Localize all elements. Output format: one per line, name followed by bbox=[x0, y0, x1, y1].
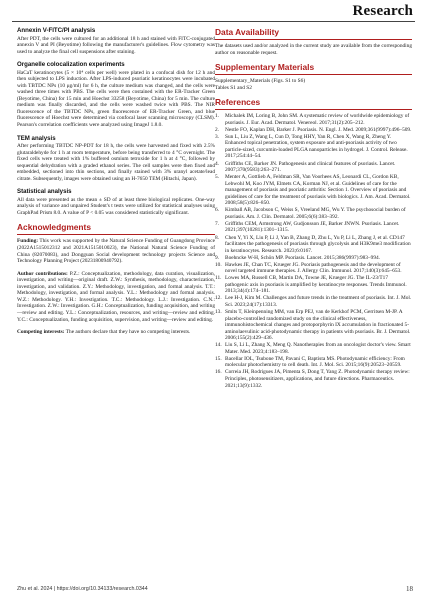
journal-section-label: Research bbox=[352, 3, 413, 19]
header-rule bbox=[12, 21, 415, 22]
reference-number: 1. bbox=[215, 113, 220, 120]
data-availability-section bbox=[215, 27, 412, 56]
reference-item bbox=[215, 127, 412, 134]
funding-paragraph bbox=[17, 238, 215, 264]
reference-item bbox=[215, 161, 412, 174]
annexin-heading: Annexin V-FITC/PI analysis bbox=[17, 27, 96, 34]
reference-item bbox=[215, 369, 412, 389]
reference-item bbox=[215, 235, 412, 255]
acknowledgments-section bbox=[17, 222, 215, 335]
organelle-body: HaCaT keratinocytes (5 × 10⁴ cells per well) were plated in a confocal dish for 12 h and then subjected to LPS induction. After LPS-induced psoriatic keratinocytes were incubated with TBTDC NPs (10 μg/ml) for 6 h, the culture medium was changed, and the cells were washed three times with PBS. The cells were then costained with the ER-Tracker Green (Beyotime, China) for 15 min and Hoechst 33258 (Beyotime, China) for 5 min. The culture medium was finally discarded, and the cells were washed twice with PBS. The NIR fluorescence of the TBTDC NPs, green fluorescence of ER-Tracker Green, and blue fluorescence of Hoechst were determined via confocal laser scanning microscopy (CLSM). Pearson's correlation coefficients were analyzed using ImageJ 1.8.0. bbox=[17, 69, 215, 129]
reference-number: 9. bbox=[215, 254, 220, 261]
references-heading: References bbox=[215, 97, 261, 108]
reference-item bbox=[215, 295, 412, 308]
competing-interests-paragraph bbox=[17, 329, 215, 336]
reference-number: 8. bbox=[215, 234, 220, 241]
reference-text: Sun L, Liu Z, Wang L, Cun D, Tong HHY, Yan R, Chen X, Wang R, Zheng Y. Enhanced topical penetration, system exposure and anti-psoriasis activity of two particle-sized, curcumin-loaded PLGA nanoparticles in hydrogel. J. Control. Release. 2017;254:44–54. bbox=[225, 133, 408, 160]
stats-heading: Statistical analysis bbox=[17, 188, 72, 196]
contributions-text: P.Z.: Conceptualization, methodology, data curation, visualization, investigation, and writing—original draft. Z.W.: Synthesis, methodology, characterization, investigation, and validation. Z.Y.: Methodology, investigation, and formal analysis. T.T.: Methodology, investigation, and formal analysis. Y.L.: Methodology and formal analysis. W.Z.: Methodology. Y.H.: Investigation. T.C.: Methodology. L.J.: Investigation. C.N.: Investigation. Z.W.: Investigation. G.H.: Conceptualization, funding acquisition, and writing—review and editing. Y.L.: Conceptualization, resources, and writing—review and editing. Y.C.: Conceptualization, funding acquisition, supervision, and writing—review and editing. bbox=[17, 270, 215, 323]
references-rule bbox=[215, 109, 412, 110]
reference-item bbox=[215, 134, 412, 160]
reference-text: Michalek IM, Loring B, John SM. A systematic review of worldwide epidemiology of psoriasis. J. Eur. Acad. Dermatol. Venereol. 2017;31(2):205–212. bbox=[225, 113, 410, 126]
funding-text: This work was supported by the Natural Science Funding of Guangdong Province (2022A1515012312 and 2021A1515010023), the National Natural Science Funding of China (82070083), and Dongguan Social development technology projects Science and Technology Planning Project (20231800940792). bbox=[17, 238, 215, 265]
contributions-paragraph bbox=[17, 271, 215, 323]
annexin-section bbox=[17, 27, 215, 55]
annexin-body: After PDT, the cells were cultured for an additional 18 h and stained with FITC-conjugated annexin V and PI (Beyotime) following the manufacturer's guidelines. Flow cytometry was used to analyze the final cell suspensions after staining. bbox=[17, 35, 215, 55]
reference-number: 4. bbox=[215, 160, 220, 167]
reference-text: Chen Y, Yi X, Liu P, Li J, Yan B, Zhang D, Zhu L, Yu P, Li L, Zhang J, et al. CD147 facilitates the pathogenesis of psoriasis through glycolysis and H3K9me3 modification in keratinocytes. Research. 2023;6:0167. bbox=[225, 234, 411, 254]
supplementary-section bbox=[215, 62, 412, 91]
reference-text: Smits T, Kleinpenning MM, van Erp PEJ, van de Kerkhof PCM, Gerritsen M-JP. A placebo-controlled randomized study on the clinical effectiveness, immunohistochemical changes and protoporphyrin IX accumulation in fractionated 5-aminolaevulinic acid-photodynamic therapy in patients with psoriasis. Br. J. Dermatol. 2006;155(2):429–436. bbox=[225, 309, 411, 342]
reference-text: Kimball AB, Jacobson C, Weiss S, Vreeland MG, Wu Y. The psychosocial burden of psoriasis. Am. J. Clin. Dermatol. 2005;6(6):383–392. bbox=[225, 207, 406, 220]
reference-item bbox=[215, 275, 412, 295]
journal-header bbox=[12, 0, 415, 22]
reference-number: 15. bbox=[215, 355, 222, 362]
reference-item bbox=[215, 221, 412, 234]
reference-number: 14. bbox=[215, 342, 222, 349]
reference-item bbox=[215, 342, 412, 355]
reference-item bbox=[215, 207, 412, 220]
contributions-lead: Author contributions: bbox=[17, 270, 68, 277]
stats-section bbox=[17, 188, 215, 216]
supplementary-line-1: Supplementary_Materials (Figs. S1 to S6) bbox=[215, 78, 306, 85]
data-availability-rule bbox=[215, 39, 412, 40]
reference-text: Griffiths CEM, Armstrong AW, Gudjonsson JE, Barker JNWN. Psoriasis. Lancet. 2021;397(10281):1301–1315. bbox=[225, 220, 400, 234]
reference-text: Correia JH, Rodrigues JA, Pimenta S, Dong T, Yang Z. Photodynamic therapy review: Principles, photosensitizers, applications, and future directions. Pharmaceutics. 2021;13(9):1332. bbox=[225, 369, 410, 389]
reference-text: Hawkes JE, Chan TC, Krueger JG. Psoriasis pathogenesis and the development of novel targeted immune therapies. J. Allergy Clin. Immunol. 2017;140(3):645–653. bbox=[225, 261, 402, 275]
stats-body: All data were presented as the mean ± SD of at least three biological replicates. One-way analysis of variance and unpaired Student's t tests were utilized for statistical analyses using GraphPad Prism 8.0. A value of P < 0.05 was considered statistically significant. bbox=[17, 196, 215, 216]
left-column bbox=[17, 27, 215, 342]
reference-item bbox=[215, 309, 412, 342]
tem-body: After performing TBTDC NP-PDT for 18 h, the cells were harvested and fixed with 2.5% glutaraldehyde for 1 h at room temperature, before being transferred to 4 °C overnight. The fixed cells were treated with 1% buffered osmium tetroxide for 1 h at 4 °C, followed by sequential dehydration with a graded ethanol series. The cell samples were then fixed and embedded, sectioned into thin sections, and finally stained with 3% uranyl acetate/lead citrate. Subsequently, images were obtained using an H-7650 TEM (Hitachi, Japan). bbox=[17, 143, 215, 182]
competing-interests-lead: Competing interests: bbox=[17, 329, 65, 336]
footer-citation: Zhu et al. 2024 | https://doi.org/10.34133/research.0344 bbox=[17, 586, 148, 592]
reference-text: Nestle FO, Kaplan DH, Barker J. Psoriasis. N. Engl. J. Med. 2009;361(9997):496–509. bbox=[225, 126, 412, 133]
organelle-heading: Organelle colocalization experiments bbox=[17, 61, 125, 69]
reference-number: 12. bbox=[215, 295, 222, 302]
supplementary-line-2: Tables S1 and S2 bbox=[215, 84, 252, 91]
reference-item bbox=[215, 356, 412, 369]
reference-number: 6. bbox=[215, 207, 220, 214]
reference-item bbox=[215, 255, 412, 262]
reference-number: 13. bbox=[215, 309, 222, 316]
acknowledgments-heading: Acknowledgments bbox=[17, 222, 91, 233]
references-section bbox=[215, 97, 412, 389]
reference-item bbox=[215, 262, 412, 275]
reference-number: 7. bbox=[215, 220, 220, 227]
reference-number: 2. bbox=[215, 126, 220, 133]
reference-text: Lee H-J, Kim M. Challenges and future trends in the treatment of psoriasis. Int. J. Mol. Sci. 2023;24(17):13313. bbox=[225, 295, 412, 308]
reference-text: Liu S, Li L, Zhang X, Meng Q. Nanotherapies from an oncologist doctor's view. Smart Mater. Med. 2023;4:183–198. bbox=[225, 342, 411, 355]
supplementary-heading: Supplementary Materials bbox=[215, 62, 315, 73]
reference-text: Menter A, Gottlieb A, Feldman SR, Van Voorhees AS, Leonardi CL, Gordon KB, Lebwohl M, Koo JYM, Elmets CA, Korman NJ, et al. Guidelines of care for the management of psoriasis and psoriatic arthritis: Section 1. Overview of psoriasis and guidelines of care for the treatment of psoriasis with biologics. J. Am. Acad. Dermatol. 2008;58(5):826–850. bbox=[225, 174, 411, 207]
reference-list bbox=[215, 113, 412, 389]
reference-item bbox=[215, 113, 412, 126]
tem-section bbox=[17, 135, 215, 183]
supplementary-rule bbox=[215, 74, 412, 75]
reference-text: Lowes MA, Russell CB, Martin DA, Towne JE, Krueger JG. The IL-23/T17 pathogenic axis in psoriasis is amplified by keratinocyte responses. Trends Immunol. 2013;34(4):174–181. bbox=[225, 275, 407, 295]
reference-text: Bacellar IOL, Tsubone TM, Pavani C, Baptista MS. Photodynamic efficiency: From molecular photochemistry to cell death. Int. J. Mol. Sci. 2015;16(9):20523–20559. bbox=[225, 355, 405, 369]
competing-interests-text: The authors declare that they have no competing interests. bbox=[64, 329, 191, 336]
right-column bbox=[215, 27, 412, 395]
page-footer bbox=[17, 586, 413, 592]
reference-text: Boehncke W-H, Schön MP. Psoriasis. Lancet. 2015;386(9997):983–994. bbox=[225, 254, 381, 261]
reference-number: 5. bbox=[215, 174, 220, 181]
page-number: 18 bbox=[406, 585, 413, 593]
reference-item bbox=[215, 174, 412, 207]
tem-heading: TEM analysis bbox=[17, 134, 56, 142]
data-availability-body: The datasets used and/or analyzed in the current study are available from the corresponding author on reasonable request. bbox=[215, 43, 412, 56]
organelle-section bbox=[17, 61, 215, 128]
reference-number: 11. bbox=[215, 275, 222, 282]
reference-number: 10. bbox=[215, 261, 222, 268]
reference-number: 16. bbox=[215, 369, 222, 376]
acknowledgments-rule bbox=[17, 234, 215, 235]
data-availability-heading: Data Availability bbox=[215, 27, 280, 37]
funding-lead: Funding: bbox=[17, 238, 39, 245]
reference-number: 3. bbox=[215, 133, 220, 140]
reference-text: Griffiths CE, Barker JN. Pathogenesis and clinical features of psoriasis. Lancet. 2007;370(9583):263–271. bbox=[225, 160, 396, 174]
